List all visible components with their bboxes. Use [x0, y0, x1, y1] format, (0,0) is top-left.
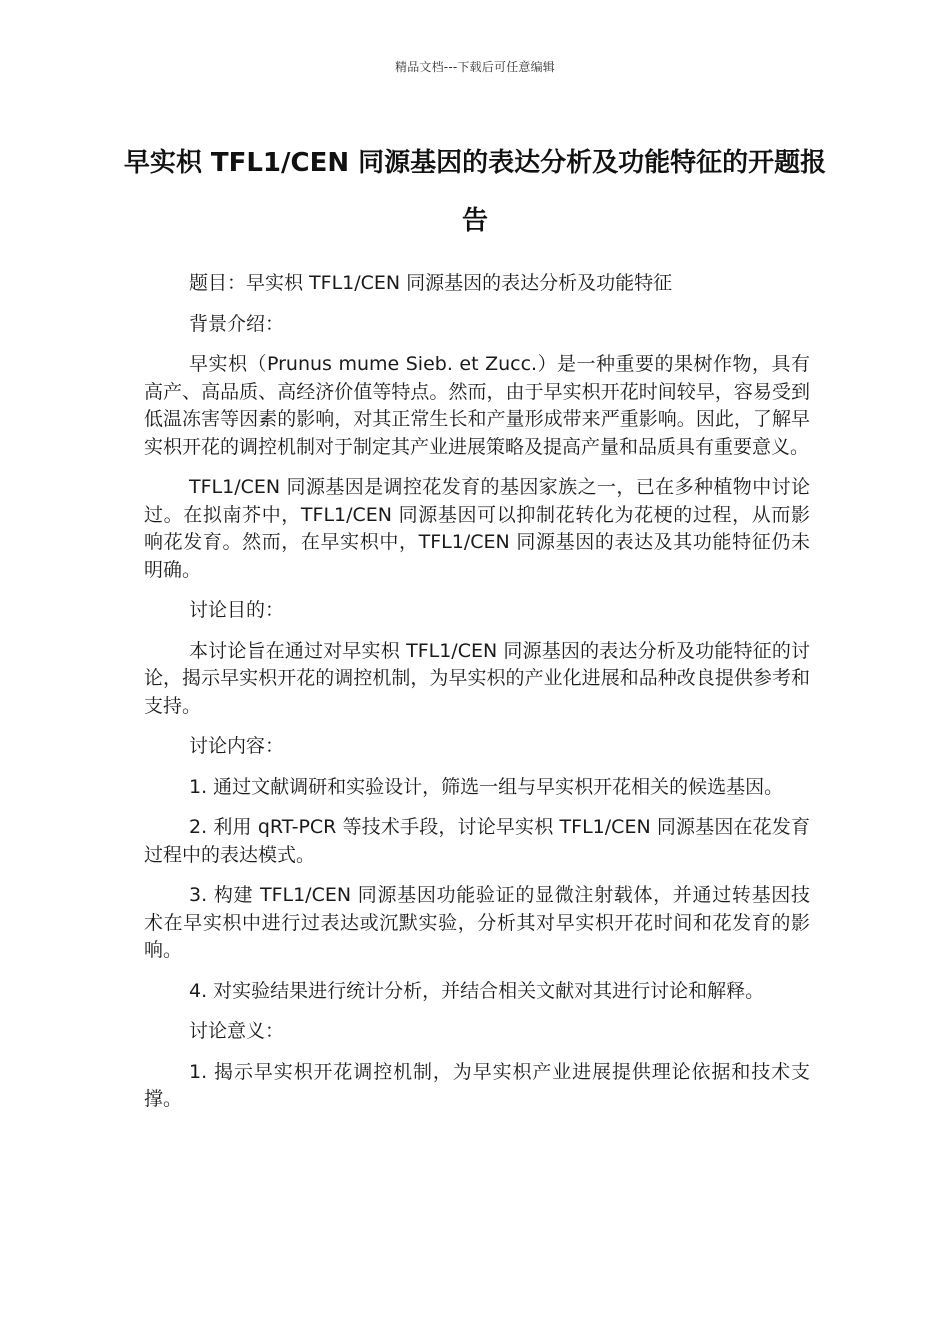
list-item-content-1: 1. 通过文献调研和实验设计，筛选一组与早实枳开花相关的候选基因。: [189, 775, 784, 798]
section-heading-significance: 讨论意义：: [189, 1020, 285, 1042]
document-body: [144, 270, 810, 1127]
section-heading-purpose: 讨论目的：: [189, 599, 285, 621]
header-note: 精品文档---下载后可任意编辑: [395, 60, 555, 74]
list-item-content-4: 4. 对实验结果进行统计分析，并结合相关文献对其进行讨论和解释。: [189, 979, 765, 1002]
section-heading-content: 讨论内容：: [189, 735, 285, 757]
paragraph-background-1: 早实枳（Prunus mume Sieb. et Zucc.）是一种重要的果树作物，具有高产、高品质、高经济价值等特点。然而，由于早实枳开花时间较早，容易受到低温冻害等因素的影响，对其正常生长和产量形成带来严重影响。因此，了解早实枳开花的调控机制对于制定其产业进展策略及提高产量和品质具有重要意义。: [144, 353, 810, 458]
paragraph-background-2: TFL1/CEN 同源基因是调控花发育的基因家族之一，已在多种植物中讨论过。在拟南芥中，TFL1/CEN 同源基因可以抑制花转化为花梗的过程，从而影响花发育。然而，在早实枳中，TFL1/CEN 同源基因的表达及其功能特征仍未明确。: [144, 476, 810, 581]
topic-line: 题目：早实枳 TFL1/CEN 同源基因的表达分析及功能特征: [189, 272, 673, 294]
document-title: 早实枳 TFL1/CEN 同源基因的表达分析及功能特征的开题报告: [123, 148, 827, 236]
list-item-content-3: 3. 构建 TFL1/CEN 同源基因功能验证的显微注射载体，并通过转基因技术在早实枳中进行过表达或沉默实验，分析其对早实枳开花时间和花发育的影响。: [144, 884, 810, 961]
list-item-content-2: 2. 利用 qRT-PCR 等技术手段，讨论早实枳 TFL1/CEN 同源基因在花发育过程中的表达模式。: [144, 816, 810, 866]
paragraph-purpose: 本讨论旨在通过对早实枳 TFL1/CEN 同源基因的表达分析及功能特征的讨论，揭示早实枳开花的调控机制，为早实枳的产业化进展和品种改良提供参考和支持。: [144, 639, 810, 717]
list-item-significance-1: 1. 揭示早实枳开花调控机制，为早实枳产业进展提供理论依据和技术支撑。: [144, 1060, 810, 1110]
section-heading-background: 背景介绍：: [189, 312, 285, 335]
